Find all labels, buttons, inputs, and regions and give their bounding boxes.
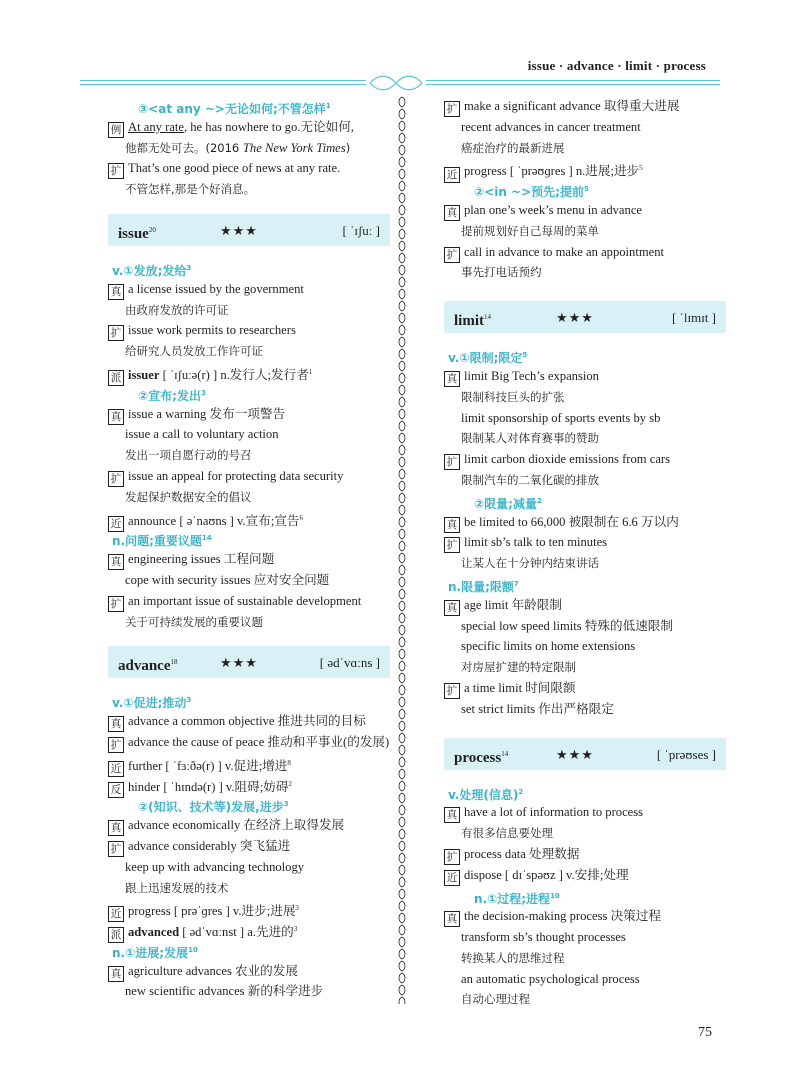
headword: advance$^{18}$: [118, 658, 178, 675]
pronunciation: [ ˈɪʃuː ]: [342, 222, 380, 238]
entry-header-process: [444, 738, 726, 770]
badge-zhen: 真: [444, 911, 460, 927]
badge-kuo: 扩: [108, 596, 124, 612]
entry-header-issue: [108, 214, 390, 246]
badge-zhen: 真: [108, 409, 124, 425]
badge-zhen: 真: [444, 371, 460, 387]
running-header: issue · advance · limit · process: [527, 58, 706, 73]
badge-kuo: 扩: [444, 849, 460, 865]
headword: issue$^{20}$: [118, 225, 156, 242]
column-divider: [397, 96, 407, 1004]
sense: n.问题;重要议题$^{14}$: [112, 534, 212, 549]
badge-kuo: 扩: [444, 101, 460, 117]
badge-zhen: 真: [108, 820, 124, 836]
badge-zhen: 真: [444, 205, 460, 221]
sense: v.①发放;发给$^3$: [112, 263, 192, 278]
badge-jin: 近: [108, 516, 124, 532]
right-column: 扩 make a significant advance 取得重大进展 recent advances in cancer treatment 癌症治疗的最新进展 近 progress [ ˈprəʊɡres ] n.进展;进步$^5$ ②<in ~>预先;提前$^5$ 真 plan one’s week’s menu in advance 提前规划好自己每周的菜单 扩 call in advance to make an appointment 事先打电话预约 limit$^{14}$ ★★★ [ ˈlɪmɪt ] v.①限制;限定$^5$ 真 limit Big Tech’s expansion 限制科技巨头的扩张 limit sponsorship of sports events by sb 限制某人对体育赛事的赞助 扩 limit carbon dioxide emissions from cars 限制汽车的二氧化碳的排放 ②限量;减量$^2$ 真 be limited to 66,000 被限制在 6.6 万以内 扩 limit sb’s talk to ten minutes 让某人在十分钟内结束讲话 n.限量;限额$^7$ 真 age limit 年龄限制 special low speed limits 特殊的低速限制 specific limits on home extensions 对房屋扩建的特定限制 扩 a time limit 时间限额 set strict limits 作出严格限定 process$^{14}$ ★★★ [ ˈprəʊses ] v.处理(信息)$^2$ 真 have a lot of information to process 有很多信息要处理 扩 process data 处理数据 近 dispose [ dɪˈspəʊz ] v.安排;处理 n.①过程;进程$^{10}$ 真 the decision-making process 决策过程 transform sb’s thought processes 转换某人的思维过程 an automatic psychological process 自动心理过程: [444, 96, 726, 1010]
badge-kuo: 扩: [108, 471, 124, 487]
left-column: ③<at any ~>无论如何;不管怎样$^1$ 例 At any rate, he has nowhere to go.无论如何, 他都无处可去。(2016 The New York Times) 扩 That’s one good piece of news at any rate. 不管怎样,那是个好消息。 issue$^{20}$ ★★★ [ ˈɪʃuː ] v.①发放;发给$^3$ 真 a license issued by the government 由政府发放的许可证 扩 issue work permits to researchers 给研究人员发放工作许可证 派 issuer [ ˈɪʃuːə(r) ] n.发行人;发行者$^1$ ②宣布;发出$^3$ 真 issue a warning 发布一项警告 issue a call to voluntary action 发出一项自愿行动的号召 扩 issue an appeal for protecting data security 发起保护数据安全的倡议 近 announce [ əˈnaʊns ] v.宣布;宣告$^6$ n.问题;重要议题$^{14}$ 真 engineering issues 工程问题 cope with security issues 应对安全问题 扩 an important issue of sustainable development 关于可持续发展的重要议题 advance$^{18}$ ★★★ [ ədˈvɑːns ] v.①促进;推动$^3$ 真 advance a common objective 推进共同的目标 扩 advance the cause of peace 推动和平事业(的发展) 近 further [ ˈfɜːðə(r) ] v.促进;增进$^8$ 反 hinder [ ˈhɪndə(r) ] v.阻碍;妨碍$^2$ ②(知识、技术等)发展,进步$^3$ 真 advance economically 在经济上取得发展 扩 advance considerably 突飞猛进 keep up with advancing technology 跟上迅速发展的技术 近 progress [ prəˈɡres ] v.进步;进展$^3$ 派 advanced [ ədˈvɑːnst ] a.先进的$^3$ n.①进展;发展$^{10}$ 真 agriculture advances 农业的发展 new scientific advances 新的科学进步: [108, 96, 390, 1002]
badge-kuo: 扩: [444, 454, 460, 470]
badge-jin: 近: [108, 761, 124, 777]
pronunciation: [ ˈprəʊses ]: [656, 746, 716, 762]
header-ornament-icon: [366, 72, 426, 94]
badge-pai: 派: [108, 927, 124, 943]
sense: v.①促进;推动$^3$: [112, 696, 192, 711]
entry-header-advance: [108, 646, 390, 678]
star-rating: ★★★: [220, 223, 258, 239]
pronunciation: [ ədˈvɑːns ]: [319, 655, 380, 671]
badge-li: 例: [108, 122, 124, 138]
badge-zhen: 真: [108, 554, 124, 570]
badge-pai: 派: [108, 370, 124, 386]
page-number: 75: [698, 1025, 712, 1040]
star-rating: ★★★: [220, 656, 258, 672]
example-line: 例 At any rate, he has nowhere to go.无论如何,: [108, 117, 390, 138]
badge-jin: 近: [108, 906, 124, 922]
example-line: 扩 That’s one good piece of news at any rate.: [108, 158, 390, 179]
badge-kuo: 扩: [108, 737, 124, 753]
entry-header-limit: [444, 301, 726, 333]
sense: n.①过程;进程$^{10}$: [474, 891, 560, 906]
sense-at-any: ③<at any ~>无论如何;不管怎样$^1$: [138, 102, 331, 116]
badge-kuo: 扩: [444, 247, 460, 263]
sense: n.①进展;发展$^{10}$: [112, 945, 198, 960]
pronunciation: [ ˈlɪmɪt ]: [671, 310, 716, 326]
star-rating: ★★★: [556, 311, 594, 327]
badge-kuo: 扩: [108, 325, 124, 341]
sense: ②<in ~>预先;提前$^5$: [474, 185, 589, 200]
badge-zhen: 真: [444, 600, 460, 616]
badge-kuo: 扩: [108, 163, 124, 179]
sense: n.限量;限额$^7$: [448, 579, 519, 594]
badge-zhen: 真: [444, 517, 460, 533]
sense: ②(知识、技术等)发展,进步$^3$: [138, 800, 289, 815]
sense: ②限量;减量$^2$: [474, 496, 542, 511]
badge-zhen: 真: [108, 716, 124, 732]
badge-zhen: 真: [108, 966, 124, 982]
badge-zhen: 真: [444, 807, 460, 823]
sense: ②宣布;发出$^3$: [138, 388, 206, 403]
badge-kuo: 扩: [444, 537, 460, 553]
badge-kuo: 扩: [108, 841, 124, 857]
badge-fan: 反: [108, 782, 124, 798]
badge-zhen: 真: [108, 284, 124, 300]
badge-kuo: 扩: [444, 683, 460, 699]
headword: limit$^{14}$: [454, 313, 491, 330]
sense: v.①限制;限定$^5$: [448, 351, 528, 366]
badge-jin: 近: [444, 167, 460, 183]
sense: v.处理(信息)$^2$: [448, 787, 524, 802]
headword: process$^{14}$: [454, 749, 509, 766]
star-rating: ★★★: [556, 747, 594, 763]
badge-jin: 近: [444, 870, 460, 886]
